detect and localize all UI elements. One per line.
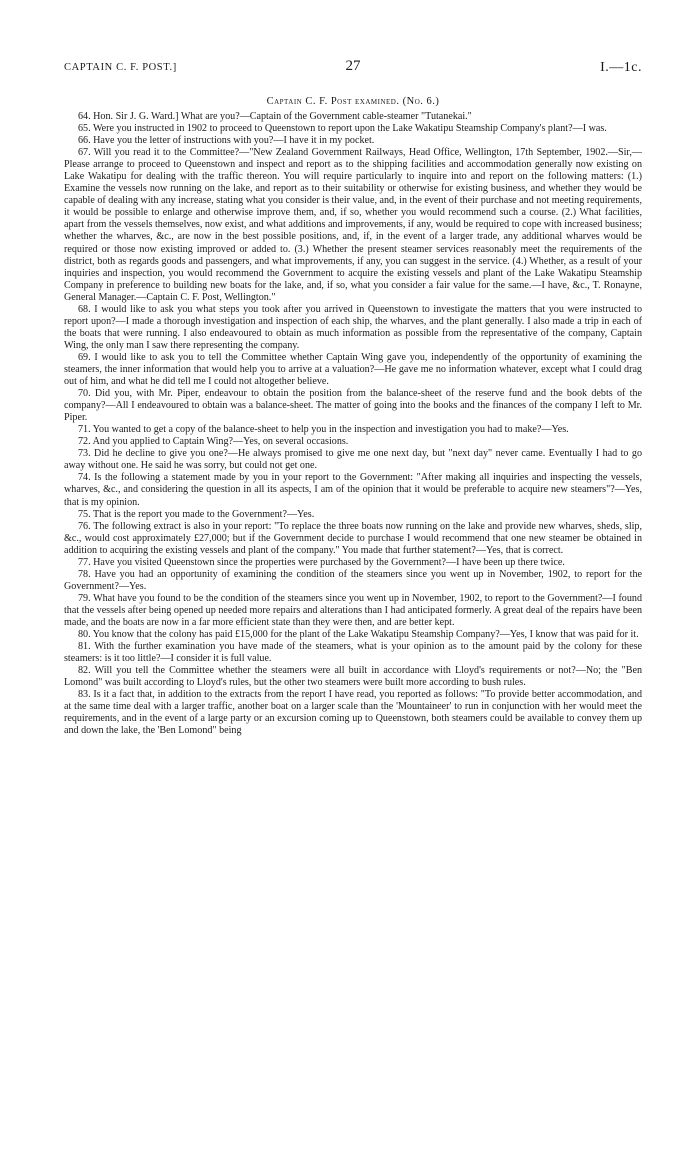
qa-paragraph xyxy=(64,472,642,508)
answer-text: —I was. xyxy=(572,123,607,135)
question-text: 69. I would like to ask you to tell the Committee whether Captain Wing gave you, independently of the opportunity of examining the steamers, the inner information that would help you to arrive at a valuation? xyxy=(64,351,642,375)
qa-paragraph xyxy=(64,448,642,472)
qa-paragraph xyxy=(64,557,642,569)
document-reference: I.—1c. xyxy=(600,60,642,75)
answer-text: —Yes. xyxy=(286,508,315,520)
question-text: 75. That is the report you made to the Government? xyxy=(78,508,287,520)
answer-text: —I found that the vessels after being opened up needed more repairs and alterations than I had anticipated formerly. A great deal of the repairs have been made, and the boats are now in a far more efficient state than they were then, and are better kept. xyxy=(64,592,642,628)
question-text: 71. You wanted to get a copy of the balance-sheet to help you in the inspection and investigation you had to make? xyxy=(78,424,542,436)
page-number: 27 xyxy=(345,58,361,74)
answer-text: —Yes, that is my opinion. xyxy=(64,484,642,508)
answer-text: —Yes. xyxy=(118,580,147,592)
document-body xyxy=(64,111,642,737)
qa-paragraph xyxy=(64,304,642,352)
answer-text: —Yes, on several occasions. xyxy=(233,436,349,448)
question-text: 74. Is the following a statement made by you in your report to the Government: "After making all inquiries and inspecting the vessels, wharves, &c., and considering the question in all its aspects, I am of the opinion that it would be preferable to acquire new steamers"? xyxy=(64,472,642,496)
question-text: 66. Have you the letter of instructions with you? xyxy=(78,135,274,147)
answer-text: —No; the "Ben Lomond" was built according to Lloyd's rules, but the other two steamers were built more according to bush rules. xyxy=(64,665,642,689)
answer-text: —Captain of the Government cable-steamer "Tutanekai." xyxy=(239,111,472,122)
qa-paragraph xyxy=(64,436,642,448)
qa-paragraph xyxy=(64,665,642,689)
qa-paragraph xyxy=(64,135,642,147)
qa-paragraph xyxy=(64,424,642,436)
question-text: 76. The following extract is also in your report: "To replace the three boats now running on the lake and provide new wharves, sheds, slip, &c., would cost approximately £27,000; but if the Government decide to purchase I would recommend that one new steamer be obtained in addition to acquiring the existing vessels and plant of the company." You made that further statement? xyxy=(64,520,642,556)
qa-paragraph xyxy=(64,147,642,304)
question-text: 83. Is it a fact that, in addition to the extracts from the report I have read, you reported as follows: "To provide better accommodation, and at the same time deal with a larger traffic, another boat on a larger scale than the 'Mountaineer' to run in conjunction with her would meet the requirements, and in the event of a large party or an excursion coming up to Queenstown, both steamers could be available to convey them up and down the lake, the 'Ben Lomond" being xyxy=(64,689,642,737)
question-text: 80. You know that the colony has paid £15,000 for the plant of the Lake Wakatipu Steamship Company? xyxy=(78,629,500,641)
section-heading: Captain C. F. Post examined. (No. 6.) xyxy=(266,96,440,107)
question-text: 70. Did you, with Mr. Piper, endeavour to obtain the position from the balance-sheet of the reserve fund and the book debts of the company? xyxy=(64,388,642,412)
answer-text: —Yes, I know that was paid for it. xyxy=(499,629,639,641)
answer-text: —I consider it is full value. xyxy=(160,653,272,665)
qa-paragraph xyxy=(64,569,642,593)
answer-text: —He always promised to give me one next day, but "next day" never came. Eventually I had to go away without one. He said he was sorry, but could not get one. xyxy=(64,448,643,472)
page-header xyxy=(64,58,642,82)
question-text: 73. Did he decline to give you one? xyxy=(78,448,228,460)
question-text: 72. And you applied to Captain Wing? xyxy=(78,436,233,448)
qa-paragraph xyxy=(64,521,642,557)
qa-paragraph xyxy=(64,388,642,424)
answer-text: —I have been up there twice. xyxy=(446,556,565,568)
answer-text: —Yes. xyxy=(541,424,569,436)
answer-text: —I made a thorough investigation and inspection of each ship, the wharves, and the plant generally. I also made a trip in each of the boats that were running. I also endeavoured to obtain as much information as possible from the representative of the company, Captain Wing, the only man I saw there representing the company. xyxy=(64,315,642,351)
qa-paragraph xyxy=(64,593,642,629)
qa-paragraph xyxy=(64,629,642,641)
running-head: CAPTAIN C. F. POST.] xyxy=(64,62,177,73)
question-text: 65. Were you instructed in 1902 to proceed to Queenstown to report upon the Lake Wakatipu Steamship Company's plant? xyxy=(78,123,573,135)
qa-paragraph xyxy=(64,641,642,665)
question-text: 81. With the further examination you have made of the steamers, what is your opinion as to the amount paid by the colony for these steamers: is it too little? xyxy=(64,641,642,665)
answer-text: —Yes, that is correct. xyxy=(475,544,564,556)
answer-text: —I have it in my pocket. xyxy=(273,135,375,147)
qa-paragraph xyxy=(64,689,642,737)
question-text: 68. I would like to ask you what steps you took after you arrived in Queenstown to investigate the matters that you were instructed to report upon? xyxy=(64,303,642,327)
qa-paragraph xyxy=(64,123,642,135)
answer-text: —He gave me no information whatever, except what I could drag out of him, and what he did tell me I could not altogether believe. xyxy=(64,363,642,388)
question-text: 82. Will you tell the Committee whether the steamers were all built in accordance with Lloyd's requirements or not? xyxy=(78,665,576,677)
qa-paragraph xyxy=(64,352,642,388)
question-text: 77. Have you visited Queenstown since the properties were purchased by the Government? xyxy=(78,556,447,568)
question-text: 79. What have you found to be the condition of the steamers since you went up in November, 1902, to report to the Government? xyxy=(78,592,603,604)
qa-paragraph xyxy=(64,509,642,521)
question-text: 67. Will you read it to the Committee? xyxy=(78,147,240,159)
question-text: 78. Have you had an opportunity of examining the condition of the steamers since you went up in November, 1902, to report for the Government? xyxy=(64,568,642,592)
question-text: 64. Hon. Sir J. G. Ward.] What are you? xyxy=(78,111,240,122)
qa-paragraph xyxy=(64,111,642,123)
answer-text: —All I endeavoured to obtain was a balance-sheet. The matter of going into the books and the finances of the company I left to Mr. Piper. xyxy=(64,400,642,424)
answer-text: —"New Zealand Government Railways, Head Office, Wellington, 17th September, 1902.—Sir,—Please arrange to proceed to Queenstown and inspect and report as to the shipping facilities and accommodation generally now existing on Lake Wakatipu for dealing with the traffic thereon. You will require particularly to inquire into and report on the following matters: (1.) Examine the vessels now running on the lake, and report as to their suitability or otherwise for existing business, and whether they would be capable of dealing with any increase, stating what you consider is their value, and, in the event of their purchase and not meeting requirements, it would be possible to enlarge and otherwise improve them, and, if so, whether you would recommend such a course. (2.) What facilities, apart from the vessels themselves, now exist, and what additions and improvements, if any, would be required to cope with increased business; whether the wharves, &c., are now in the best possible positions, and, if, in the event of a larger trade, any additional wharves would be required or those now existing improved or added to. (3.) Whether the present steamer services reasonably meet the requirements of the district, both as regards goods and passengers, and what improvements, if any, you can suggest in the service. (4.) Whether, as a result of your inquiries and inspection, you would recommend the Government to acquire the existing vessels and plant of the Lake Wakatipu Steamship Company in preference to building new boats for the lake, and, if so, what you consider a fair value for the same.—I have, &c., T. Ronayne, General Manager.—Captain C. F. Post, Wellington." xyxy=(64,147,642,303)
